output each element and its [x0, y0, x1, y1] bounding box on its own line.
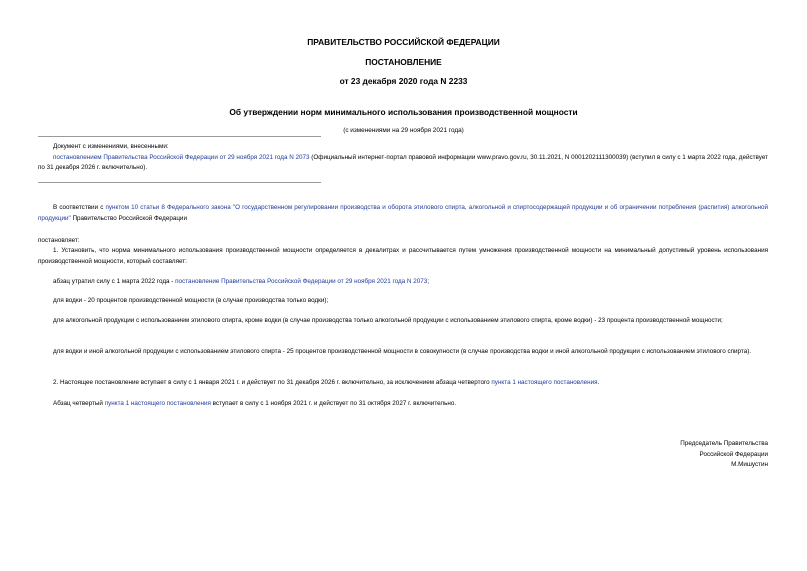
p2-after: .	[597, 379, 600, 386]
preamble-after: Правительство Российской Федерации	[70, 214, 187, 222]
changes-text	[38, 153, 768, 174]
signature-block	[560, 439, 768, 471]
p3-link[interactable]: пункта 1 настоящего постановления	[104, 400, 211, 407]
changes-link[interactable]: постановлением Правительства Российской Федерации от 29 ноября 2021 года N 2073	[53, 153, 310, 161]
paragraph-vodka-other: для водки и иной алкогольной продукции с использованием этилового спирта - 25 процентов производственной мощности в совокупности (в случае производства водки и иной алкогольной продукции с использованием этилового спирта).	[53, 348, 752, 355]
divider-top	[38, 136, 321, 137]
changes-source: (Официальный интернет-портал правовой информации www.pravo.gov.ru, 30.11.2021, N 0001202111300039) (вступил в силу с 1 марта 2022 года, действует по 31 декабря 2026 г. включительно).	[38, 153, 768, 171]
paragraph-repealed	[38, 277, 768, 288]
signature-line-2: Российской Федерации	[699, 450, 768, 458]
document-title: Об утверждении норм минимального использования производственной мощности	[229, 107, 578, 117]
changes-block	[38, 142, 768, 174]
divider-bottom	[38, 182, 321, 183]
paragraph-1: 1. Установить, что норма минимального использования производственной мощности определяется в декалитрах и рассчитывается путем умножения производственной мощности на минимальный допустимый уровень использования производственной мощности, который составляет:	[38, 247, 768, 265]
p2-link[interactable]: пункта 1 настоящего постановления	[491, 379, 598, 386]
decides: постановляет:	[38, 237, 80, 244]
p3-before: Абзац четвертый	[53, 400, 105, 407]
p2-before: 2. Настоящее постановление вступает в силу с 1 января 2021 г. и действует по 31 декабря 2026 г. включительно, за исключением абзаца четвертого	[53, 379, 492, 386]
paragraph-3	[38, 399, 768, 410]
document-type: ПОСТАНОВЛЕНИЕ	[365, 57, 442, 67]
preamble-before: В соответствии с	[53, 204, 106, 211]
document-date-number: от 23 декабря 2020 года N 2233	[339, 76, 468, 86]
repealed-after: ;	[427, 278, 429, 285]
federal-law-link[interactable]: пунктом 10 статьи 8 Федерального закона "О государственном регулировании производства и оборота этилового спирта, алкогольной и спиртосодержащей продукции и об ограничении потребления (распития) алкогольной продукции"	[38, 204, 769, 222]
amendment-note: (с изменениями на 29 ноября 2021 года)	[343, 127, 464, 134]
p3-after: вступает в силу с 1 ноября 2021 г. и действует по 31 октября 2027 г. включительно.	[210, 400, 457, 407]
paragraph-2	[38, 378, 768, 389]
repealed-before: абзац утратил силу с 1 марта 2022 года -	[53, 278, 176, 285]
signature-name: М.Мишустин	[731, 461, 768, 468]
government-heading: ПРАВИТЕЛЬСТВО РОССИЙСКОЙ ФЕДЕРАЦИИ	[307, 37, 500, 47]
preamble	[38, 203, 768, 224]
paragraph-alcohol: для алкогольной продукции с использованием этилового спирта, кроме водки (в случае производства только алкогольной продукции с использованием этилового спирта, кроме водки) - 23 процента производственной мощности;	[53, 317, 723, 324]
changes-intro: Документ с изменениями, внесенными:	[53, 143, 169, 150]
paragraph-vodka: для водки - 20 процентов производственной мощности (в случае производства только водки);	[53, 297, 329, 304]
signature-line-1: Председатель Правительства	[680, 440, 768, 447]
repealed-link[interactable]: постановление Правительства Российской Федерации от 29 ноября 2021 года N 2073	[175, 278, 428, 285]
